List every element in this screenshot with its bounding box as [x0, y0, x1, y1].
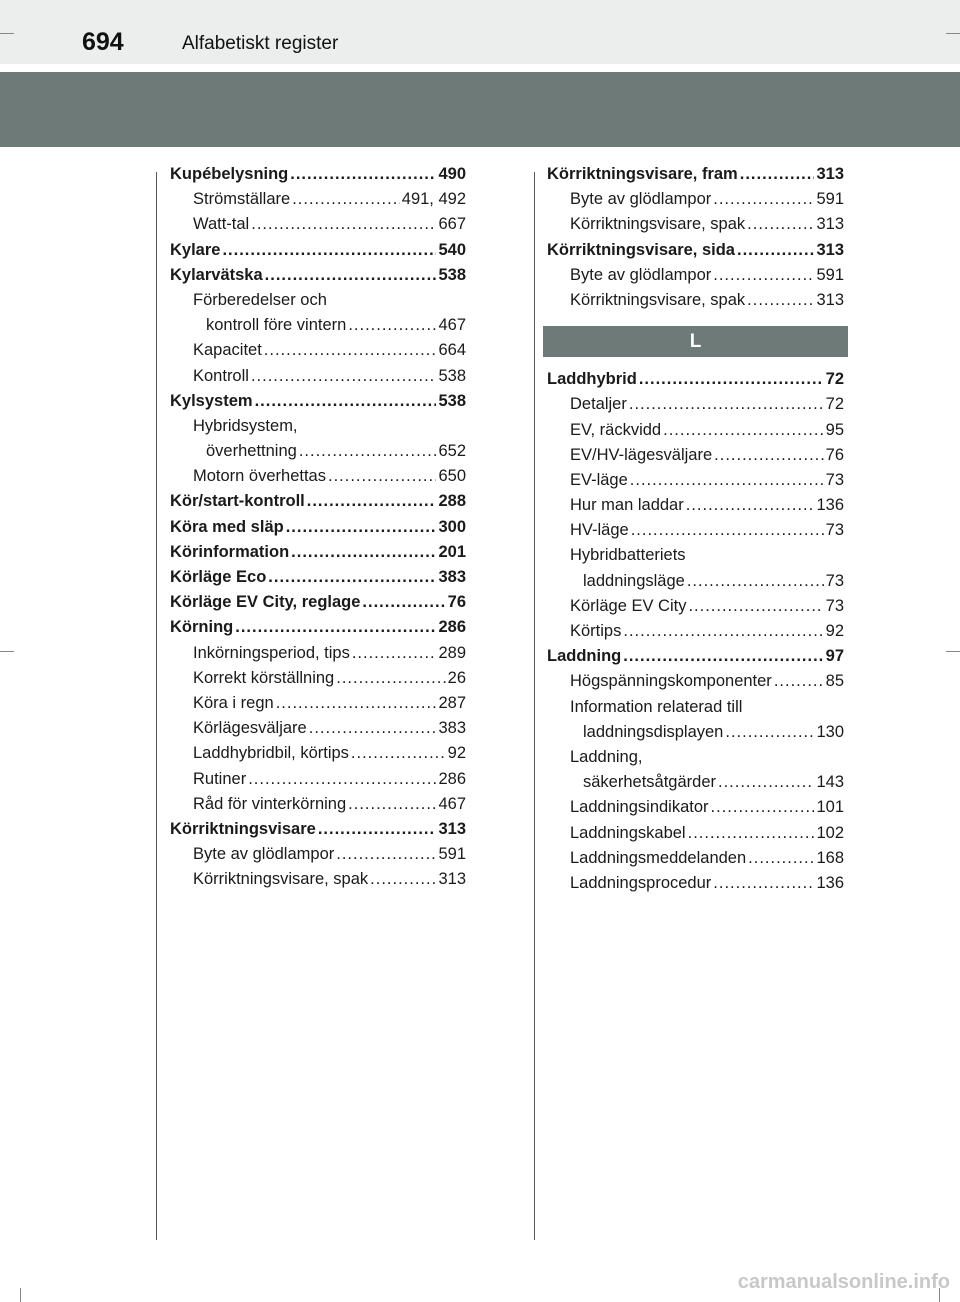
index-entry	[547, 745, 844, 770]
index-group-l	[547, 367, 844, 896]
index-term: Förberedelser och	[193, 290, 327, 309]
index-entry	[547, 795, 844, 820]
index-page-ref: 72	[825, 395, 844, 414]
index-term: Körläge EV City, reglage	[170, 593, 361, 612]
index-term: Körtips	[570, 622, 622, 640]
section-letter-l: L	[543, 326, 848, 357]
dot-leader	[663, 418, 824, 443]
dot-leader	[328, 464, 436, 489]
dot-leader	[688, 821, 815, 846]
index-entry	[170, 615, 466, 640]
index-term: Körläge EV City	[570, 596, 687, 615]
index-entry	[170, 288, 466, 313]
index-page-ref: 286	[438, 618, 466, 637]
dot-leader	[222, 238, 436, 263]
index-page-ref: 95	[825, 420, 844, 439]
index-term: HV-läge	[570, 521, 629, 540]
index-term: Kupébelysning	[170, 165, 289, 183]
index-page-ref: 136	[816, 873, 844, 892]
index-page-ref: 313	[816, 215, 844, 234]
index-entry	[170, 867, 466, 892]
index-entry	[547, 493, 844, 518]
index-page-ref: 136	[816, 496, 844, 515]
index-term: Körriktningsvisare, fram	[547, 165, 738, 183]
index-page-ref: 101	[816, 798, 844, 817]
dot-leader	[299, 439, 437, 464]
index-entry	[547, 162, 844, 187]
index-page-ref: 383	[438, 568, 466, 586]
index-entry	[547, 669, 844, 694]
dot-leader	[718, 770, 814, 795]
dot-leader	[268, 565, 436, 590]
dot-leader	[348, 313, 436, 338]
index-term: laddningsläge	[583, 571, 685, 590]
dot-leader	[235, 615, 436, 640]
dot-leader	[639, 367, 824, 392]
index-page-ref: 287	[438, 693, 466, 712]
index-term: Kylarvätska	[170, 265, 263, 284]
index-page-ref: 591	[438, 845, 466, 864]
page-title: Alfabetiskt register	[182, 33, 339, 54]
dot-leader	[713, 871, 814, 896]
index-entry	[170, 364, 466, 389]
index-entry	[547, 468, 844, 493]
index-entry	[547, 644, 844, 669]
index-term: Körning	[170, 618, 234, 637]
index-entry	[547, 720, 844, 745]
index-entry	[170, 238, 466, 263]
index-entry	[547, 443, 844, 468]
index-entry	[170, 313, 466, 338]
dot-leader	[318, 817, 437, 842]
index-page-ref: 289	[438, 643, 466, 662]
index-entry	[547, 594, 844, 619]
index-entry	[547, 695, 844, 720]
index-term: Kapacitet	[193, 341, 262, 360]
index-entry	[170, 741, 466, 766]
index-page-ref: 130	[816, 722, 844, 741]
index-page-ref: 591	[816, 265, 844, 284]
index-term: Körriktningsvisare, spak	[570, 290, 746, 309]
index-page-ref: 664	[438, 341, 466, 360]
index-entry	[547, 543, 844, 568]
index-term: laddningsdisplayen	[583, 722, 724, 741]
index-term: Kylsystem	[170, 391, 253, 410]
index-page-ref: 286	[438, 769, 466, 788]
dot-leader	[725, 720, 814, 745]
index-entry	[547, 367, 844, 392]
index-term: Köra i regn	[193, 693, 274, 712]
dot-leader	[336, 666, 445, 691]
index-term: kontroll före vintern	[206, 316, 347, 335]
index-page-ref: 300	[438, 517, 466, 536]
dot-leader	[747, 212, 814, 237]
index-entry	[547, 518, 844, 543]
dot-leader	[687, 569, 824, 594]
dot-leader	[265, 263, 437, 288]
index-page-ref: 76	[825, 445, 844, 464]
index-term: Watt-tal	[193, 215, 250, 234]
index-entry	[170, 414, 466, 439]
index-term: Råd för vinterkörning	[193, 794, 347, 813]
index-page-ref: 73	[825, 571, 844, 590]
index-page-ref: 313	[816, 290, 844, 309]
index-entry	[170, 464, 466, 489]
index-page-ref: 538	[438, 391, 466, 410]
index-page-ref: 313	[816, 165, 844, 183]
index-entry	[170, 767, 466, 792]
dot-leader	[623, 619, 823, 644]
index-entry	[547, 288, 844, 313]
index-column-left	[170, 162, 466, 892]
index-term: Laddningskabel	[570, 823, 686, 842]
index-term: Byte av glödlampor	[570, 190, 712, 209]
index-term: Laddning	[547, 647, 622, 666]
crop-mark	[946, 651, 960, 652]
index-term: Hybridbatteriets	[570, 546, 686, 565]
index-term: Körriktningsvisare	[170, 819, 316, 838]
index-page-ref: 591	[816, 190, 844, 209]
index-page-ref: 92	[825, 622, 844, 640]
index-page-ref: 73	[825, 470, 844, 489]
dot-leader	[336, 842, 436, 867]
index-term: EV, räckvidd	[570, 420, 662, 439]
dot-leader	[774, 669, 824, 694]
index-page-ref: 168	[816, 848, 844, 867]
crop-mark	[946, 33, 960, 34]
index-page-ref: 491, 492	[401, 190, 466, 209]
index-entry	[170, 439, 466, 464]
index-term: säkerhetsåtgärder	[583, 773, 716, 792]
index-term: Körriktningsvisare, spak	[570, 215, 746, 234]
index-entry	[170, 540, 466, 565]
index-entry	[170, 338, 466, 363]
dot-leader	[623, 644, 823, 669]
index-page-ref: 92	[447, 744, 466, 763]
index-entry	[170, 515, 466, 540]
index-entry	[170, 716, 466, 741]
index-term: Byte av glödlampor	[570, 265, 712, 284]
index-term: Rutiner	[193, 769, 247, 788]
index-page-ref: 490	[438, 165, 466, 183]
dot-leader	[291, 540, 436, 565]
index-entry	[170, 817, 466, 842]
index-term: Hybridsystem,	[193, 416, 298, 435]
dot-leader	[248, 767, 436, 792]
index-term: Laddhybridbil, körtips	[193, 744, 349, 763]
index-term: Högspänningskomponenter	[570, 672, 772, 691]
index-term: Hur man laddar	[570, 496, 684, 515]
dot-leader	[362, 590, 445, 615]
index-entry	[547, 770, 844, 795]
index-term: Laddhybrid	[547, 370, 637, 389]
dot-leader	[688, 594, 823, 619]
dot-leader	[292, 187, 400, 212]
index-page-ref: 313	[438, 819, 466, 838]
index-page-ref: 143	[816, 773, 844, 792]
index-page-ref: 85	[825, 672, 844, 691]
dot-leader	[737, 238, 814, 263]
index-entry	[547, 187, 844, 212]
dot-leader	[748, 846, 814, 871]
index-page-ref: 538	[438, 366, 466, 385]
index-entry	[170, 489, 466, 514]
index-term: Strömställare	[193, 190, 291, 209]
dot-leader	[686, 493, 815, 518]
index-term: Information relaterad till	[570, 697, 743, 716]
index-entry	[170, 187, 466, 212]
dot-leader	[286, 515, 437, 540]
index-page-ref: 313	[438, 870, 466, 889]
dot-leader	[251, 212, 436, 237]
index-entry	[547, 871, 844, 896]
dot-leader	[631, 518, 824, 543]
column-rule-left	[156, 172, 157, 1240]
index-page-ref: 72	[825, 370, 844, 389]
dot-leader	[352, 641, 437, 666]
dot-leader	[740, 162, 815, 187]
dot-leader	[276, 691, 437, 716]
index-term: EV-läge	[570, 470, 628, 489]
index-entry	[547, 619, 844, 644]
dot-leader	[714, 443, 823, 468]
index-page-ref: 383	[438, 719, 466, 738]
index-page-ref: 201	[438, 542, 466, 561]
index-term: Kontroll	[193, 366, 249, 385]
index-page-ref: 467	[438, 316, 466, 335]
crop-mark	[20, 1288, 21, 1302]
index-term: Laddning,	[570, 747, 643, 766]
index-page-ref: 73	[825, 596, 844, 615]
index-term: EV/HV-lägesväljare	[570, 445, 713, 464]
page-number: 694	[82, 28, 124, 56]
index-page-ref: 650	[438, 467, 466, 486]
index-entry	[170, 691, 466, 716]
crop-mark	[0, 33, 14, 34]
index-entry	[547, 392, 844, 417]
header-band	[0, 72, 960, 147]
dot-leader	[713, 263, 814, 288]
index-entry	[170, 666, 466, 691]
index-entry	[547, 846, 844, 871]
index-term: Motorn överhettas	[193, 467, 326, 486]
index-term: Byte av glödlampor	[193, 845, 335, 864]
dot-leader	[309, 716, 437, 741]
index-entry	[547, 238, 844, 263]
index-entry	[170, 641, 466, 666]
index-page-ref: 102	[816, 823, 844, 842]
index-term: Korrekt körställning	[193, 668, 335, 687]
index-entry	[170, 590, 466, 615]
index-term: Körläge Eco	[170, 568, 267, 586]
index-entry	[170, 842, 466, 867]
index-entry	[547, 212, 844, 237]
index-entry	[170, 565, 466, 590]
index-entry	[170, 162, 466, 187]
dot-leader	[711, 795, 815, 820]
index-term: Köra med släp	[170, 517, 284, 536]
index-page-ref: 667	[438, 215, 466, 234]
index-term: Detaljer	[570, 395, 627, 414]
index-page-ref: 540	[438, 240, 466, 259]
index-page-ref: 313	[816, 240, 844, 259]
dot-leader	[629, 392, 824, 417]
index-page-ref: 652	[438, 442, 466, 461]
index-page-ref: 76	[447, 593, 466, 612]
dot-leader	[290, 162, 436, 187]
dot-leader	[307, 489, 437, 514]
index-term: Laddningsindikator	[570, 798, 709, 817]
index-page-ref: 97	[825, 647, 844, 666]
index-term: Laddningsmeddelanden	[570, 848, 747, 867]
dot-leader	[630, 468, 824, 493]
index-term: Inkörningsperiod, tips	[193, 643, 350, 662]
index-entry	[170, 212, 466, 237]
index-entry	[547, 569, 844, 594]
dot-leader	[370, 867, 436, 892]
index-page-ref: 288	[438, 492, 466, 511]
index-term: Laddningsprocedur	[570, 873, 712, 892]
dot-leader	[351, 741, 446, 766]
header-bar	[0, 0, 960, 64]
dot-leader	[348, 792, 436, 817]
index-term: överhettning	[206, 442, 297, 461]
index-page-ref: 538	[438, 265, 466, 284]
index-entry	[170, 792, 466, 817]
index-term: Kör/start-kontroll	[170, 492, 305, 511]
crop-mark	[0, 651, 14, 652]
index-entry	[547, 821, 844, 846]
column-rule-right	[534, 172, 535, 1240]
index-entry	[547, 418, 844, 443]
index-page-ref: 467	[438, 794, 466, 813]
dot-leader	[255, 389, 437, 414]
index-term: Körriktningsvisare, sida	[547, 240, 735, 259]
dot-leader	[713, 187, 814, 212]
index-column-right	[547, 162, 844, 896]
index-entry	[170, 263, 466, 288]
index-term: Kylare	[170, 240, 221, 259]
dot-leader	[251, 364, 437, 389]
index-page-ref: 26	[447, 668, 466, 687]
index-entry	[547, 263, 844, 288]
index-term: Körlägesväljare	[193, 719, 307, 738]
index-page-ref: 73	[825, 521, 844, 540]
dot-leader	[264, 338, 437, 363]
watermark: carmanualsonline.info	[737, 1271, 950, 1293]
index-group-k-continued	[547, 162, 844, 313]
index-term: Körinformation	[170, 542, 290, 561]
index-entry	[170, 389, 466, 414]
dot-leader	[747, 288, 814, 313]
index-term: Körriktningsvisare, spak	[193, 870, 369, 889]
